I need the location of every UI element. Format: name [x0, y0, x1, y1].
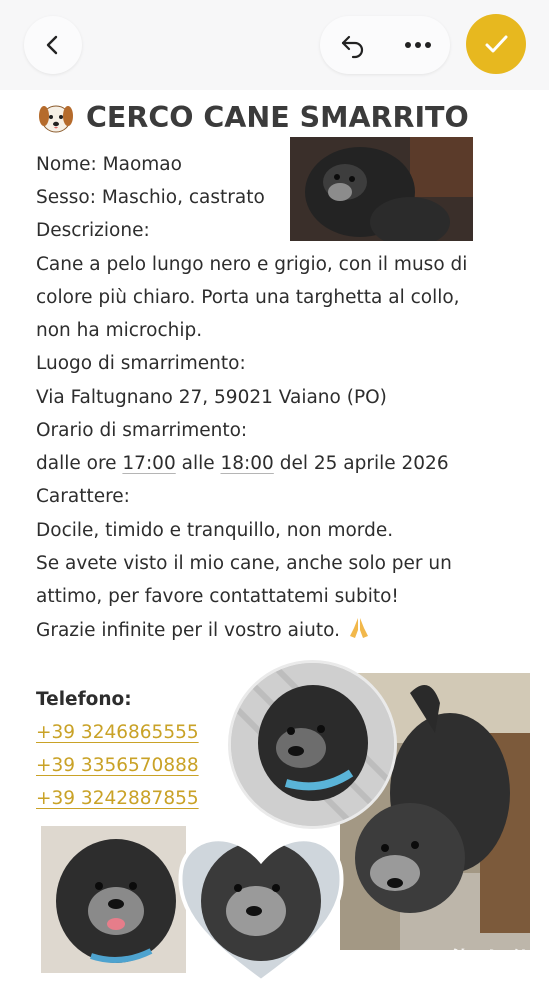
done-button[interactable] [466, 14, 526, 74]
chevron-left-icon [41, 33, 65, 57]
character-label: Carattere: [36, 486, 130, 507]
description-line-3: non ha microchip. [36, 320, 203, 341]
title-text: CERCO CANE SMARRITO [86, 100, 469, 134]
phone-link-3[interactable]: +39 3242887855 [36, 788, 199, 809]
more-button[interactable] [385, 16, 450, 74]
start-time[interactable]: 17:00 [122, 453, 176, 474]
dog-photo-circle[interactable] [228, 660, 397, 829]
location-label: Luogo di smarrimento: [36, 353, 246, 374]
name-line: Nome: Maomao [36, 154, 182, 175]
appeal-line-1: Se avete visto il mio cane, anche solo per un [36, 553, 452, 574]
action-pill [320, 16, 450, 74]
undo-button[interactable] [320, 16, 385, 74]
dog-photo-top[interactable] [290, 137, 473, 241]
description-label: Descrizione: [36, 220, 150, 241]
character-line: Docile, timido e tranquillo, non morde. [36, 520, 394, 541]
time-line: dalle ore 17:00 alle 18:00 del 25 aprile 2026 [36, 453, 449, 474]
dog-photo-smiling[interactable] [41, 826, 186, 973]
appeal-line-2: attimo, per favore contattatemi subito! [36, 586, 399, 607]
note-title [36, 96, 469, 138]
phone-label: Telefono: [36, 689, 132, 710]
watermark [445, 949, 541, 994]
folded-hands-icon [346, 616, 372, 640]
thanks-line: Grazie infinite per il vostro aiuto. [36, 614, 372, 647]
description-line-2: colore più chiaro. Porta una targhetta al collo, [36, 287, 460, 308]
time-label: Orario di smarrimento: [36, 420, 248, 441]
phone-link-1[interactable]: +39 3246865555 [36, 722, 199, 743]
checkmark-icon [481, 29, 511, 59]
location-line: Via Faltugnano 27, 59021 Vaiano (PO) [36, 387, 387, 408]
dog-face-icon [36, 97, 76, 137]
undo-icon [339, 31, 367, 59]
watermark-subtext: HUARENJIE [471, 981, 541, 994]
phone-link-2[interactable]: +39 3356570888 [36, 755, 199, 776]
watermark-text: 华人街 [445, 947, 541, 982]
back-button[interactable] [24, 16, 82, 74]
sex-line: Sesso: Maschio, castrato [36, 187, 265, 208]
dog-photo-heart[interactable] [176, 826, 346, 986]
more-horizontal-icon [404, 41, 432, 49]
description-line-1: Cane a pelo lungo nero e grigio, con il muso di [36, 254, 468, 275]
end-time[interactable]: 18:00 [220, 453, 274, 474]
top-toolbar [0, 0, 549, 90]
